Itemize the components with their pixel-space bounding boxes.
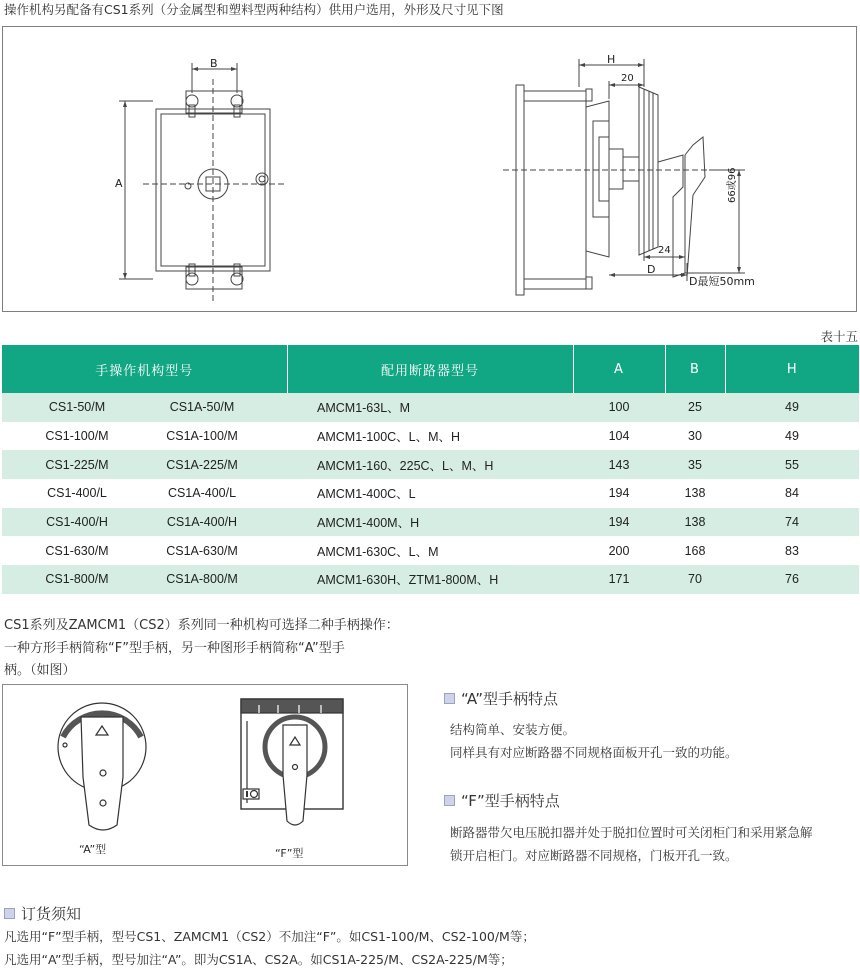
handle-models-cell — [2, 450, 287, 479]
handle-intro-line-3: 柄。（如图） — [4, 663, 76, 678]
model-cs1a: CS1A-400/H — [166, 515, 238, 530]
h-cell: 84 — [785, 486, 799, 501]
bullet-square-icon — [444, 693, 455, 704]
model-cs1a: CS1A-800/M — [166, 572, 238, 587]
breaker-cell: AMCM1-63L、M — [287, 393, 573, 422]
f-type-feature-2: 锁开启柜门。对应断路器不同规格，门板开孔一致。 — [450, 848, 738, 863]
model-cs1a: CS1A-50/M — [169, 400, 235, 415]
dimension-drawing — [2, 26, 857, 312]
breaker-cell: AMCM1-160、225C、L、M、H — [287, 450, 573, 479]
table-row — [2, 536, 859, 565]
a-cell: 100 — [573, 393, 665, 422]
a-type-features-title — [444, 688, 558, 709]
f-type-title-text: “F”型手柄特点 — [461, 792, 560, 810]
b-cell: 138 — [684, 486, 706, 501]
h-cell: 76 — [725, 565, 859, 594]
f-type-features-title — [444, 790, 560, 811]
b-cell: 70 — [665, 565, 725, 594]
h-cell: 49 — [725, 393, 859, 422]
breaker-cell: AMCM1-100C、L、M、H — [317, 430, 461, 445]
table-row — [2, 393, 859, 422]
order-title — [4, 903, 81, 924]
order-note-1: 凡选用“F”型手柄，型号CS1、ZAMCM1（CS2）不加注“F”。如CS1-100/M、CS2-100/M等； — [4, 929, 535, 944]
table-row — [2, 479, 859, 508]
dim-label-20: 20 — [621, 73, 634, 84]
table-row — [2, 422, 859, 451]
table-number: 表十五 — [820, 329, 858, 344]
breaker-cell: AMCM1-400C、L — [317, 487, 416, 502]
a-cell: 143 — [573, 450, 665, 479]
dim-label-24: 24 — [658, 245, 671, 256]
a-cell: 194 — [573, 508, 665, 537]
model-cs1: CS1-100/M — [45, 429, 109, 444]
model-cs1a: CS1A-225/M — [166, 457, 238, 472]
model-cs1: CS1-800/M — [45, 572, 109, 587]
b-cell: 30 — [688, 429, 702, 444]
b-cell: 138 — [665, 508, 725, 537]
dim-label-h: H — [607, 53, 616, 66]
model-cs1a: CS1A-400/L — [167, 486, 237, 501]
a-type-title-text: “A”型手柄特点 — [461, 690, 559, 708]
model-cs1: CS1-630/M — [45, 543, 109, 558]
table-row — [2, 565, 859, 594]
h-cell: 83 — [785, 543, 799, 558]
model-cs1a: CS1A-630/M — [166, 543, 238, 558]
header-b: B — [665, 345, 725, 393]
handle-models-cell — [2, 422, 287, 451]
breaker-cell: AMCM1-400M、H — [287, 508, 573, 537]
header-breaker-model: 配用断路器型号 — [287, 345, 573, 393]
a-type-feature-2: 同样具有对应断路器不同规格面板开孔一致的功能。 — [450, 745, 738, 760]
dim-label-b: B — [210, 57, 218, 70]
handle-illustration — [2, 684, 408, 866]
h-cell: 55 — [725, 450, 859, 479]
a-cell: 194 — [608, 486, 630, 501]
h-cell: 74 — [725, 508, 859, 537]
model-cs1a: CS1A-100/M — [166, 429, 238, 444]
dim-note-d: D最短50mm — [689, 275, 755, 288]
header-handle-model: 手操作机构型号 — [2, 345, 287, 393]
spec-table — [2, 345, 859, 594]
dim-label-d: D — [647, 263, 656, 276]
handle-illustration-svg — [3, 685, 409, 867]
a-cell: 104 — [608, 429, 630, 444]
handle-models-cell — [2, 536, 287, 565]
table-row — [2, 450, 859, 479]
order-title-text: 订货须知 — [21, 905, 82, 923]
handle-models-cell — [2, 393, 287, 422]
a-type-feature-1: 结构简单、安装方便。 — [450, 722, 576, 737]
dim-label-a: A — [115, 177, 123, 190]
breaker-cell: AMCM1-630H、ZTM1-800M、H — [287, 565, 573, 594]
handle-intro-line-1: CS1系列及ZAMCM1（CS2）系列同一种机构可选择二种手柄操作： — [4, 618, 399, 633]
bullet-square-icon — [444, 795, 455, 806]
model-cs1: CS1-50/M — [48, 400, 106, 415]
intro-text: 操作机构另配备有CS1系列（分金属型和塑料型两种结构）供用户选用，外形及尺寸见下图 — [4, 2, 504, 17]
label-a-type: “A”型 — [79, 843, 107, 856]
h-cell: 49 — [785, 429, 799, 444]
model-cs1: CS1-400/H — [46, 515, 108, 530]
a-cell: 200 — [608, 543, 630, 558]
bullet-square-icon — [4, 908, 15, 919]
breaker-cell: AMCM1-630C、L、M — [317, 544, 439, 559]
order-note-2: 凡选用“A”型手柄，型号加注“A”。即为CS1A、CS2A。如CS1A-225/M、CS2A-225/M等； — [4, 952, 513, 967]
b-cell: 168 — [684, 543, 706, 558]
header-h: H — [725, 345, 859, 393]
f-type-feature-1: 断路器带欠电压脱扣器并处于脱扣位置时可关闭柜门和采用紧急解 — [450, 825, 813, 840]
a-cell: 171 — [573, 565, 665, 594]
b-cell: 25 — [665, 393, 725, 422]
table-row — [2, 508, 859, 537]
dim-label-66-96: 66或96 — [727, 167, 738, 203]
label-f-type: “F”型 — [275, 847, 304, 860]
header-a: A — [573, 345, 665, 393]
table-header-row — [2, 345, 859, 393]
handle-models-cell — [2, 565, 287, 594]
handle-models-cell — [2, 508, 287, 537]
b-cell: 35 — [665, 450, 725, 479]
handle-intro-line-2: 一种方形手柄简称“F”型手柄，另一种图形手柄简称“A”型手 — [4, 641, 345, 656]
model-cs1: CS1-225/M — [45, 457, 109, 472]
model-cs1: CS1-400/L — [47, 486, 107, 501]
handle-models-cell — [2, 479, 287, 508]
